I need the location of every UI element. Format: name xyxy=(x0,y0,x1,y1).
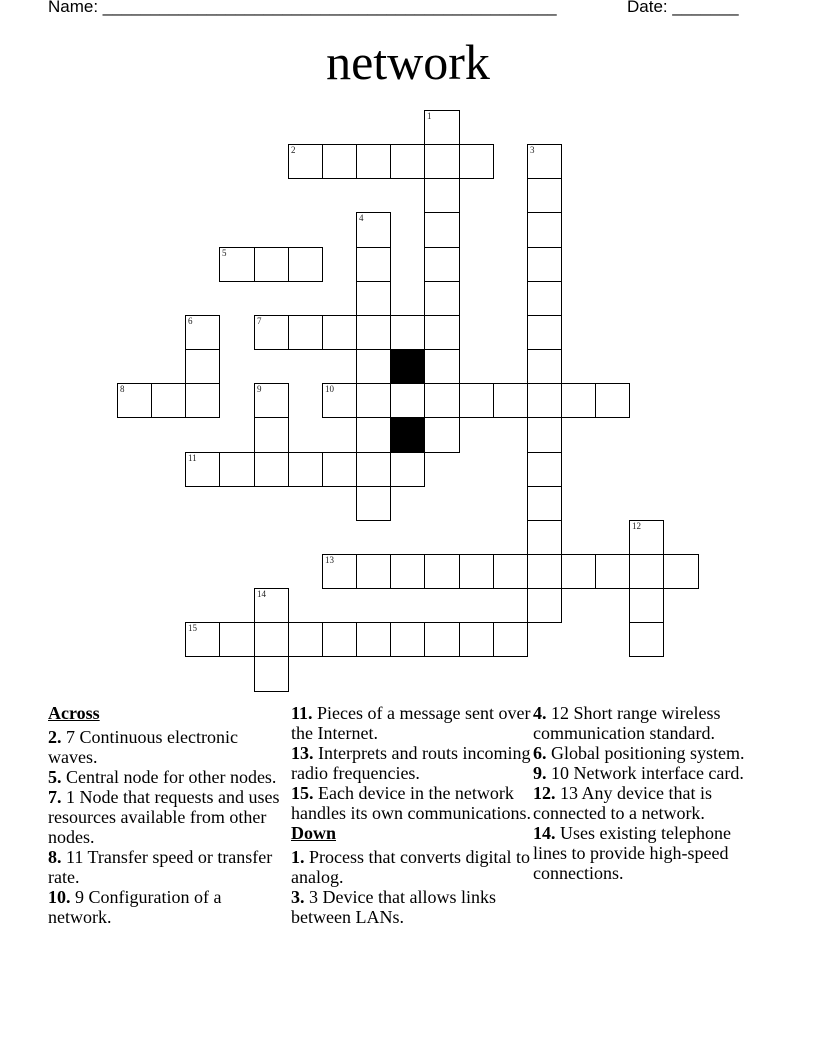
clue-number: 6 xyxy=(188,316,193,326)
clue-number: 1 xyxy=(427,111,432,121)
grid-cell[interactable] xyxy=(322,144,357,179)
clue-number: 14 xyxy=(257,589,266,599)
grid-cell[interactable] xyxy=(219,622,255,657)
clue-item: 14. Uses existing telephone lines to provide high-speed connections. xyxy=(533,823,731,883)
grid-cell[interactable] xyxy=(595,554,630,589)
clue-number: 12. xyxy=(533,783,556,803)
down-heading: Down xyxy=(291,823,337,843)
grid-cell[interactable] xyxy=(356,383,391,418)
clue-number: 8. xyxy=(48,847,62,867)
grid-cell[interactable] xyxy=(459,554,494,589)
grid-cell[interactable] xyxy=(390,144,425,179)
grid-cell[interactable] xyxy=(390,622,425,657)
grid-cell[interactable] xyxy=(322,622,357,657)
grid-cell[interactable] xyxy=(390,554,425,589)
grid-cell[interactable] xyxy=(493,383,528,418)
grid-cell[interactable] xyxy=(254,452,289,487)
grid-cell[interactable] xyxy=(527,452,562,487)
name-field[interactable]: Name: ________________________________________________ xyxy=(48,0,557,16)
clue-number: 11 xyxy=(188,453,197,463)
grid-cell[interactable] xyxy=(424,110,460,145)
grid-cell[interactable] xyxy=(629,622,664,657)
clue-item: 12. 13 Any device that is connected to a network. xyxy=(533,783,712,823)
grid-cell[interactable] xyxy=(527,349,562,384)
grid-cell[interactable] xyxy=(424,247,460,282)
grid-cell[interactable] xyxy=(493,554,528,589)
grid-cell[interactable] xyxy=(356,247,391,282)
grid-cell[interactable] xyxy=(527,383,562,418)
grid-cell[interactable] xyxy=(356,622,391,657)
grid-cell[interactable] xyxy=(527,178,562,213)
grid-cell[interactable] xyxy=(424,383,460,418)
grid-cell[interactable] xyxy=(629,588,664,623)
clue-number: 5. xyxy=(48,767,62,787)
clue-number: 3. xyxy=(291,887,305,907)
clue-item: 9. 10 Network interface card. xyxy=(533,763,744,783)
grid-cell[interactable] xyxy=(356,315,391,350)
grid-cell[interactable] xyxy=(527,554,562,589)
clue-number: 15 xyxy=(188,623,197,633)
grid-cell[interactable] xyxy=(185,383,220,418)
clue-number: 10. xyxy=(48,887,71,907)
grid-cell[interactable] xyxy=(356,349,391,384)
clue-item: 7. 1 Node that requests and uses resources available from other nodes. xyxy=(48,787,280,847)
clue-number: 8 xyxy=(120,384,125,394)
grid-cell[interactable] xyxy=(288,315,323,350)
clue-item: 15. Each device in the network handles its own communications. xyxy=(291,783,531,823)
clue-item: 8. 11 Transfer speed or transfer rate. xyxy=(48,847,273,887)
grid-cell[interactable] xyxy=(424,281,460,316)
grid-cell[interactable] xyxy=(185,315,220,350)
grid-cell[interactable] xyxy=(493,622,528,657)
grid-cell[interactable] xyxy=(527,247,562,282)
grid-cell[interactable] xyxy=(254,622,289,657)
grid-cell[interactable] xyxy=(288,452,323,487)
grid-cell[interactable] xyxy=(527,486,562,521)
grid-cell[interactable] xyxy=(254,315,289,350)
grid-cell[interactable] xyxy=(424,554,460,589)
grid-cell[interactable] xyxy=(254,247,289,282)
clue-column-1 xyxy=(48,703,288,927)
grid-cell[interactable] xyxy=(424,144,460,179)
grid-cell[interactable] xyxy=(117,383,152,418)
clue-number: 6. xyxy=(533,743,547,763)
grid-cell[interactable] xyxy=(356,212,391,248)
grid-cell[interactable] xyxy=(527,281,562,316)
clue-number: 2 xyxy=(291,145,296,155)
grid-cell[interactable] xyxy=(254,383,289,418)
grid-cell[interactable] xyxy=(663,554,699,589)
grid-cell[interactable] xyxy=(288,622,323,657)
clue-number: 14. xyxy=(533,823,556,843)
grid-cell[interactable] xyxy=(527,588,562,623)
grid-cell[interactable] xyxy=(356,554,391,589)
grid-cell[interactable] xyxy=(322,452,357,487)
grid-cell[interactable] xyxy=(185,349,220,384)
grid-cell[interactable] xyxy=(424,178,460,213)
clue-number: 3 xyxy=(530,145,535,155)
clue-number: 11. xyxy=(291,703,313,723)
grid-cell[interactable] xyxy=(527,520,562,555)
clue-number: 9. xyxy=(533,763,547,783)
grid-cell[interactable] xyxy=(288,144,323,179)
grid-cell[interactable] xyxy=(254,656,289,692)
grid-cell[interactable] xyxy=(390,383,425,418)
clue-item: 11. Pieces of a message sent over the Internet. xyxy=(291,703,531,743)
grid-cell[interactable] xyxy=(356,281,391,316)
grid-cell[interactable] xyxy=(185,452,220,487)
grid-cell[interactable] xyxy=(254,417,289,453)
grid-cell[interactable] xyxy=(527,144,562,179)
grid-cell[interactable] xyxy=(185,622,220,657)
date-field[interactable]: Date: _______ xyxy=(627,0,739,16)
grid-cell[interactable] xyxy=(424,622,460,657)
grid-cell[interactable] xyxy=(356,452,391,487)
grid-cell[interactable] xyxy=(151,383,186,418)
across-heading: Across xyxy=(48,703,100,723)
grid-cell[interactable] xyxy=(629,554,664,589)
clue-number: 15. xyxy=(291,783,314,803)
clue-number: 13 xyxy=(325,555,334,565)
grid-cell[interactable] xyxy=(219,247,255,282)
clue-item: 10. 9 Configuration of a network. xyxy=(48,887,222,927)
grid-cell[interactable] xyxy=(424,212,460,248)
grid-cell[interactable] xyxy=(322,554,357,589)
grid-cell[interactable] xyxy=(527,212,562,248)
grid-cell[interactable] xyxy=(629,520,664,555)
grid-cell[interactable] xyxy=(356,144,391,179)
grid-cell[interactable] xyxy=(527,315,562,350)
grid-cell[interactable] xyxy=(459,144,494,179)
clue-item: 4. 12 Short range wireless communication standard. xyxy=(533,703,721,743)
clue-item: 6. Global positioning system. xyxy=(533,743,745,763)
blocked-cell xyxy=(390,417,425,453)
grid-cell[interactable] xyxy=(424,315,460,350)
grid-cell[interactable] xyxy=(322,383,357,418)
grid-cell[interactable] xyxy=(390,452,425,487)
clue-number: 1. xyxy=(291,847,305,867)
clue-column-3 xyxy=(533,703,763,883)
grid-cell[interactable] xyxy=(561,554,596,589)
clue-number: 5 xyxy=(222,248,227,258)
clue-item: 13. Interprets and routs incoming radio frequencies. xyxy=(291,743,531,783)
page-title: network xyxy=(326,34,490,90)
clue-number: 10 xyxy=(325,384,334,394)
clue-number: 4 xyxy=(359,213,364,223)
clue-number: 9 xyxy=(257,384,262,394)
clue-item: 3. 3 Device that allows links between LANs. xyxy=(291,887,496,927)
clue-number: 2. xyxy=(48,727,62,747)
grid-cell[interactable] xyxy=(424,417,460,453)
grid-cell[interactable] xyxy=(356,417,391,453)
grid-cell[interactable] xyxy=(459,383,494,418)
blocked-cell xyxy=(390,349,425,384)
grid-cell[interactable] xyxy=(527,417,562,453)
grid-cell[interactable] xyxy=(459,622,494,657)
clue-item: 2. 7 Continuous electronic waves. xyxy=(48,727,238,767)
grid-cell[interactable] xyxy=(561,383,596,418)
grid-cell[interactable] xyxy=(595,383,630,418)
grid-cell[interactable] xyxy=(322,315,357,350)
clue-item: 1. Process that converts digital to analog. xyxy=(291,847,530,887)
clue-number: 12 xyxy=(632,521,641,531)
clue-item: 5. Central node for other nodes. xyxy=(48,767,277,787)
clue-column-2 xyxy=(291,703,531,927)
grid-cell[interactable] xyxy=(288,247,323,282)
grid-cell[interactable] xyxy=(356,486,391,521)
clue-number: 4. xyxy=(533,703,547,723)
clue-number: 7. xyxy=(48,787,62,807)
grid-cell[interactable] xyxy=(254,588,289,623)
grid-cell[interactable] xyxy=(390,315,425,350)
grid-cell[interactable] xyxy=(219,452,255,487)
grid-cell[interactable] xyxy=(424,349,460,384)
clue-number: 13. xyxy=(291,743,314,763)
clue-number: 7 xyxy=(257,316,262,326)
